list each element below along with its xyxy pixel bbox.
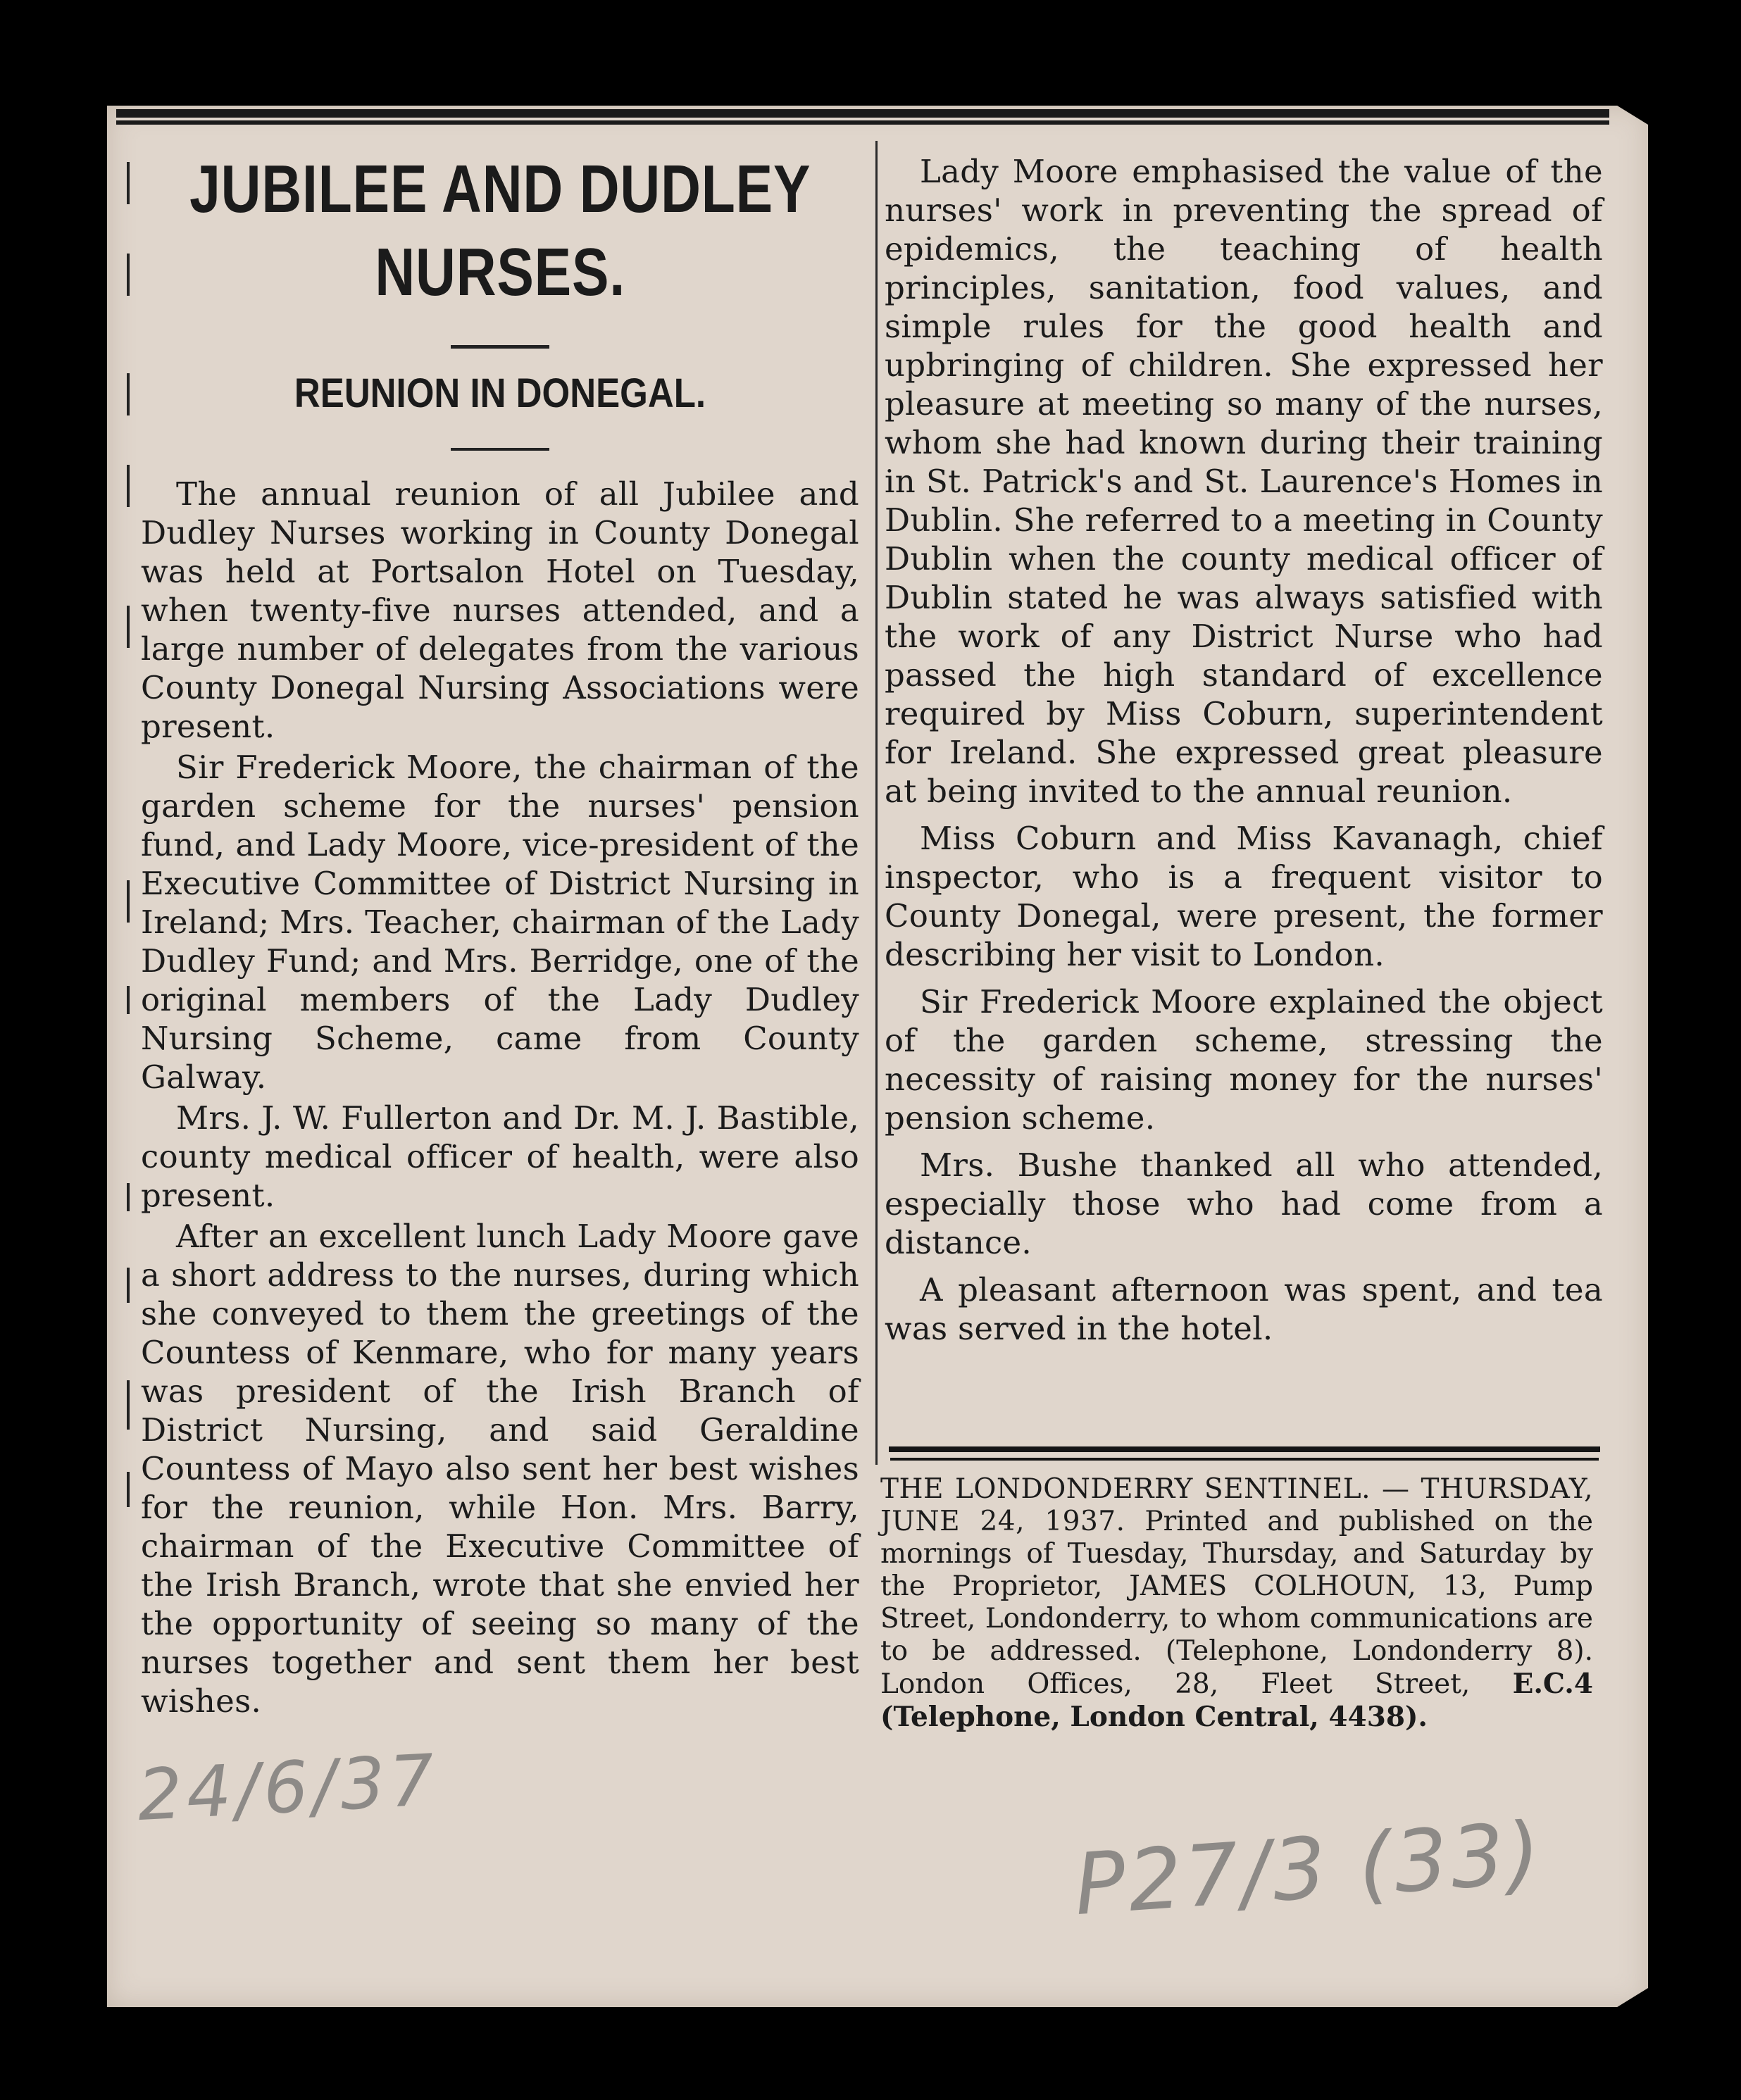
right-column <box>885 152 1603 1356</box>
paragraph: Sir Frederick Moore explained the object of the garden scheme, stressing the necessity of raising money for the nurses' pension scheme. <box>885 983 1603 1137</box>
paragraph: Mrs. J. W. Fullerton and Dr. M. J. Bastible, county medical officer of health, were also present. <box>141 1099 859 1214</box>
imprint-lead: THE LONDONDERRY SENTINEL. — THURSDAY, JUNE 24, 1937. <box>880 1473 1593 1537</box>
column-rule <box>875 141 878 1465</box>
subheadline: REUNION IN DONEGAL. <box>294 370 706 416</box>
headline: JUBILEE AND DUDLEY NURSES. <box>189 151 811 310</box>
imprint-tail: E.C.4 (Telephone, London Central, 4438). <box>880 1668 1593 1733</box>
paragraph: After an excellent lunch Lady Moore gave a short address to the nurses, during which she conveyed to them the greetings of the Countess of Kenmare, who for many years was president of the Irish Branch of District Nursing, and said Geraldine Countess of Mayo also sent her best wishes for the reunion, while Hon. Mrs. Barry, chairman of the Executive Committee of the Irish Branch, wrote that she envied her the opportunity of seeing so many of the nurses together and sent them her best wishes. <box>141 1218 859 1720</box>
imprint-body: Printed and published on the mornings of Tuesday, Thursday, and Saturday by the Proprietor, JAMES COLHOUN, 13, Pump Street, Londonderry, to whom communications are to be addressed. (Telephone, Londonderry 8). London Offices, 28, Fleet Street, <box>880 1506 1593 1700</box>
top-rule <box>116 109 1609 120</box>
paragraph: Miss Coburn and Miss Kavanagh, chief inspector, who is a frequent visitor to County Donegal, were present, the former describing her visit to London. <box>885 820 1603 973</box>
handwritten-date: 24/6/37 <box>135 1738 441 1837</box>
paragraph: A pleasant afternoon was spent, and tea was served in the hotel. <box>885 1271 1603 1347</box>
left-edge-marks <box>113 141 141 1732</box>
publisher-imprint <box>880 1473 1593 1734</box>
subheadline-divider <box>451 448 549 451</box>
handwritten-reference: P27/3 (33) <box>1071 1804 1547 1935</box>
paragraph: Mrs. Bushe thanked all who attended, especially those who had come from a distance. <box>885 1146 1603 1261</box>
imprint-divider <box>889 1446 1600 1452</box>
headline-divider <box>451 345 549 349</box>
paragraph: The annual reunion of all Jubilee and Dudley Nurses working in County Donegal was held at Portsalon Hotel on Tuesday, when twenty-five nurses attended, and a large number of delegates from the various County Donegal Nursing Associations were present. <box>141 475 859 745</box>
left-column <box>141 148 859 1723</box>
paragraph: Lady Moore emphasised the value of the nurses' work in preventing the spread of epidemics, the teaching of health principles, sanitation, food values, and simple rules for the good health and upbringing of children. She expressed her pleasure at meeting so many of the nurses, whom she had known during their training in St. Patrick's and St. Laurence's Homes in Dublin. She referred to a meeting in County Dublin when the county medical officer of Dublin stated he was always satisfied with the work of any District Nurse who had passed the high standard of excellence required by Miss Coburn, superintendent for Ireland. She expressed great pleasure at being invited to the annual reunion. <box>885 153 1603 810</box>
paragraph: Sir Frederick Moore, the chairman of the garden scheme for the nurses' pension fund, and Lady Moore, vice-president of the Executive Committee of District Nursing in Ireland; Mrs. Teacher, chairman of the Lady Dudley Fund; and Mrs. Berridge, one of the original members of the Lady Dudley Nursing Scheme, came from County Galway. <box>141 749 859 1096</box>
